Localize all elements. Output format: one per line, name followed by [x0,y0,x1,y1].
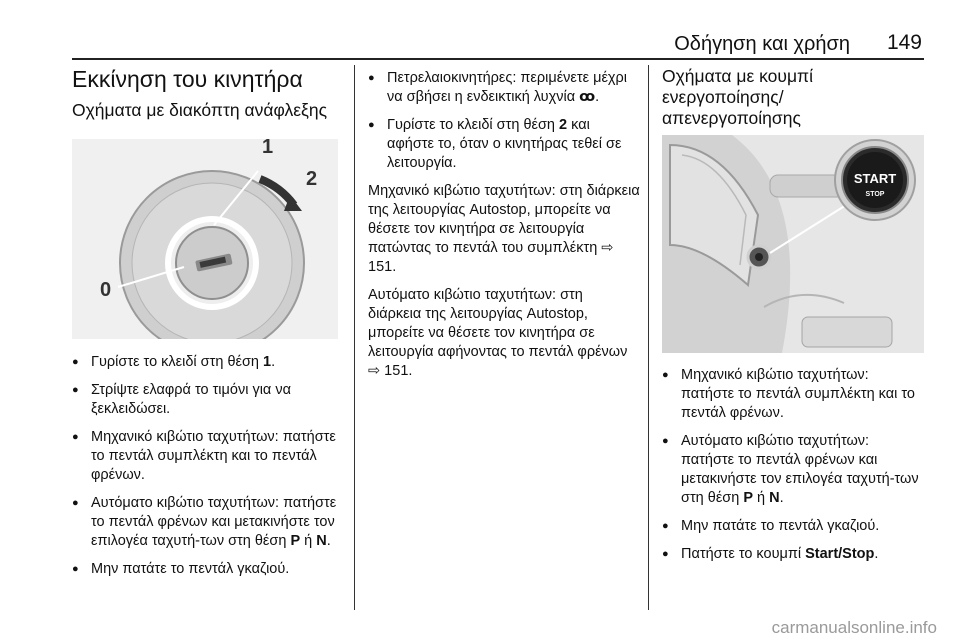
page-reference[interactable]: 151. [368,259,397,275]
section-heading: Εκκίνηση του κινητήρα [72,66,303,92]
page-number: 149 [886,31,922,54]
list-item: ● Αυτόματο κιβώτιο ταχυτήτων: πατήστε το πεντάλ φρένων και μετακινήστε τον επιλογέα ταχυτή-των στη θέση P ή N. [72,494,344,551]
col2-bullet-list [368,69,640,173]
list-item: ● Μην πατάτε το πεντάλ γκαζιού. [662,517,924,536]
page-reference-icon: ⇨ [601,240,614,256]
watermark: carmanualsonline.info [771,618,937,637]
start-stop-button-figure [662,135,924,353]
column-divider-left [354,65,355,610]
page-reference-icon: ⇨ [368,363,381,379]
paragraph-automatic-autostop: Αυτόματο κιβώτιο ταχυτήτων: στη διάρκεια της λειτουργίας Autostop, μπορείτε να θέσετε τον κινητήρα σε λειτουργία αφήνοντας το πεντάλ φρένων ⇨ 151. [368,287,628,379]
running-header-title: Οδήγηση και χρήση [674,33,850,55]
page-reference[interactable]: 151. [380,363,413,379]
list-item: ● Μηχανικό κιβώτιο ταχυτήτων: πατήστε το πεντάλ συμπλέκτη και το πεντάλ φρένων. [72,428,344,485]
column-3 [662,64,924,573]
paragraph-manual-autostop: Μηχανικό κιβώτιο ταχυτήτων: στη διάρκεια της λειτουργίας Autostop, μπορείτε να θέσετε τον κινητήρα σε λειτουργία πατώντας το πεντάλ του συμπλέκτη ⇨ 151. [368,183,640,275]
list-item: ● Μην πατάτε το πεντάλ γκαζιού. [72,560,344,579]
column-2 [368,64,640,390]
position-label-0: 0 [100,279,112,301]
stop-label: STOP [865,191,885,198]
col1-bullet-list [72,353,344,579]
col3-bullet-list [662,366,924,564]
list-item: ● Γυρίστε το κλειδί στη θέση 2 και αφήστε το, όταν ο κινητήρας τεθεί σε λειτουργία. [368,116,640,173]
list-item: ● Γυρίστε το κλειδί στη θέση 1. [72,353,344,372]
start-label: START [853,171,897,186]
column-1 [72,64,344,588]
position-label-2: 2 [306,168,318,190]
column-divider-right [648,65,649,610]
subsection-heading-start-stop: Οχήματα με κουμπί ενεργοποίησης/ απενεργοποίησης [662,66,814,128]
list-item: ● Πατήστε το κουμπί Start/Stop. [662,545,924,564]
header-rule [72,58,924,60]
list-item: ● Στρίψτε ελαφρά το τιμόνι για να ξεκλειδώσει. [72,381,344,419]
list-item: ● Πετρελαιοκινητήρες: περιμένετε μέχρι να σβήσει η ενδεικτική λυχνία ꝏ. [368,69,640,107]
position-label-1: 1 [262,139,274,158]
ignition-switch-figure [72,139,338,339]
glow-plug-icon: ꝏ [579,89,596,105]
list-item: ● Μηχανικό κιβώτιο ταχυτήτων: πατήστε το πεντάλ συμπλέκτη και το πεντάλ φρένων. [662,366,924,423]
list-item: ● Αυτόματο κιβώτιο ταχυτήτων: πατήστε το πεντάλ φρένων και μετακινήστε τον επιλογέα ταχυτή-των στη θέση P ή N. [662,432,924,508]
subsection-heading-ignition: Οχήματα με διακόπτη ανάφλεξης [72,100,328,120]
